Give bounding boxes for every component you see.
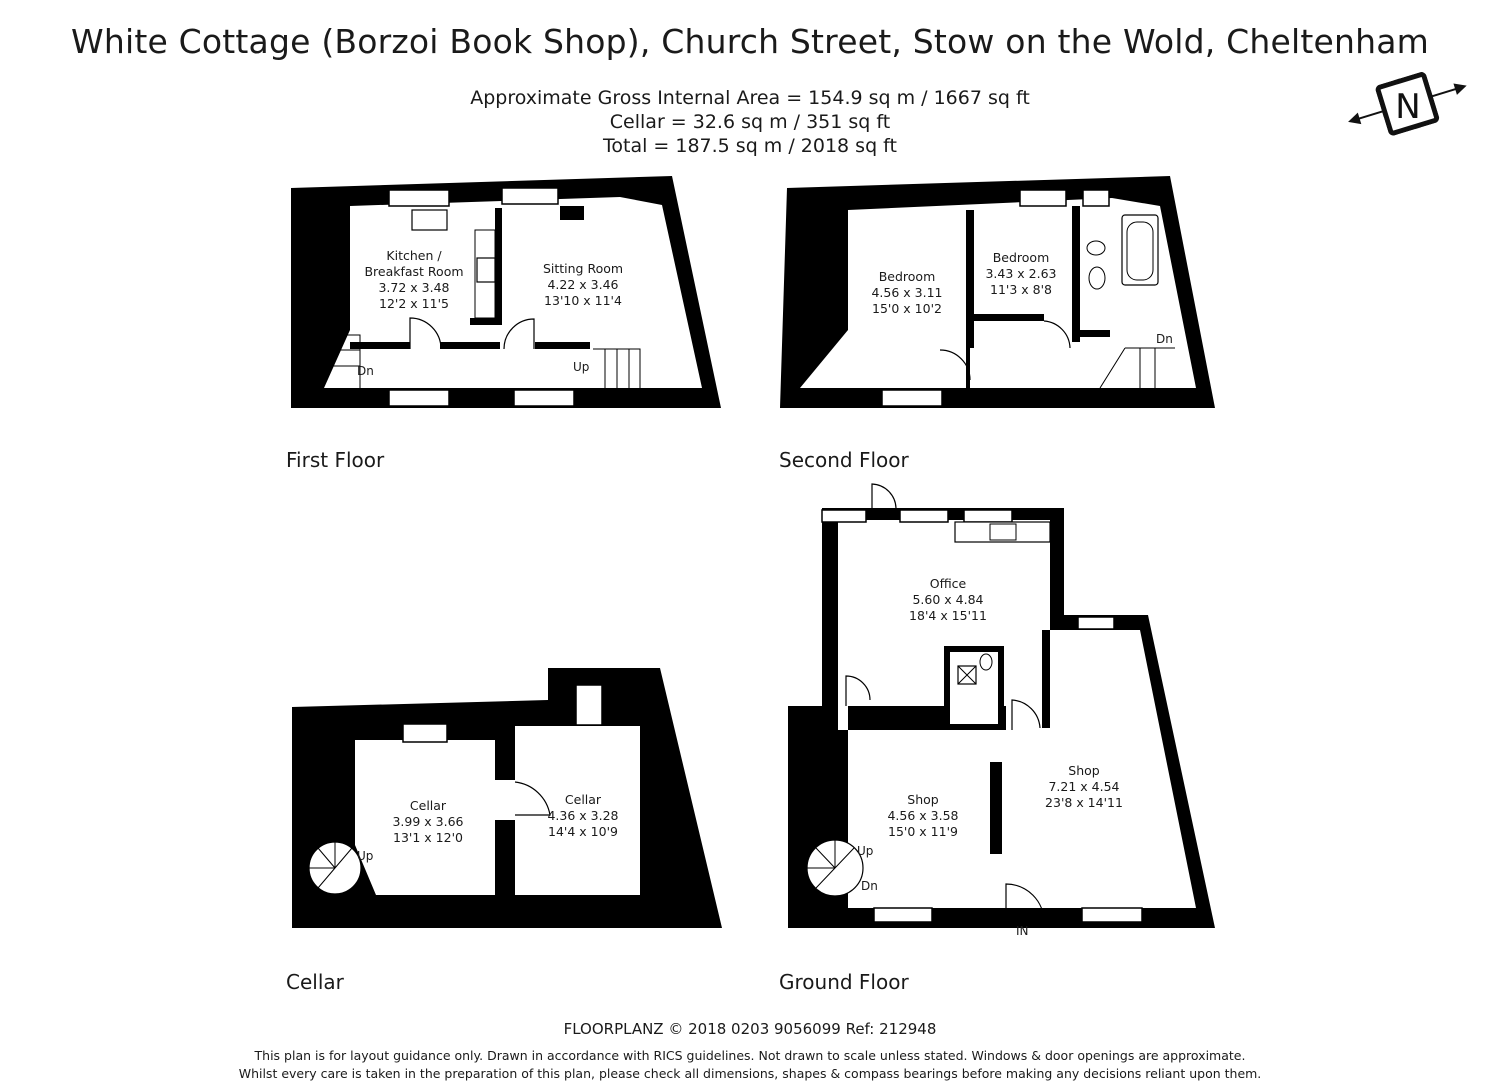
cellar-plan [292, 668, 722, 928]
first-floor-plan [291, 176, 721, 408]
disclaimer-line-2: Whilst every care is taken in the preparation of this plan, please check all dimensions, shapes & compass bearings before making any decisions reliant upon them. [238, 1066, 1262, 1081]
room-name: Breakfast Room [364, 264, 464, 279]
plan-title: White Cottage (Borzoi Book Shop), Church Street, Stow on the Wold, Cheltenham [71, 22, 1429, 61]
room-metric: 4.56 x 3.58 [887, 808, 959, 823]
kitchen-room-label [358, 248, 470, 312]
room-metric: 3.99 x 3.66 [392, 814, 464, 829]
shop-2-label [1034, 763, 1134, 811]
compass-letter: N [1395, 87, 1421, 127]
disclaimer-line-1: This plan is for layout guidance only. Drawn in accordance with RICS guidelines. Not drawn to scale unless stated. Windows & door openings are approximate. [254, 1048, 1246, 1063]
room-metric: 3.43 x 2.63 [985, 266, 1057, 281]
room-name: Kitchen / [386, 248, 442, 263]
second-floor-label: Second Floor [779, 448, 909, 472]
cellar-area: Cellar = 32.6 sq m / 351 sq ft [609, 111, 891, 133]
disclaimer [0, 1047, 1500, 1083]
sitting-room-label [528, 261, 638, 309]
room-imperial: 12'2 x 11'5 [379, 296, 449, 311]
room-imperial: 15'0 x 10'2 [872, 301, 942, 316]
stairs-up-label: Up [573, 360, 590, 374]
room-name: Bedroom [992, 250, 1050, 265]
ground-floor-plan [788, 484, 1215, 928]
gross-area: Approximate Gross Internal Area = 154.9 sq m / 1667 sq ft [470, 87, 1030, 109]
ground-floor-label: Ground Floor [779, 970, 909, 994]
room-metric: 4.56 x 3.11 [871, 285, 943, 300]
room-imperial: 15'0 x 11'9 [888, 824, 958, 839]
room-imperial: 23'8 x 14'11 [1045, 795, 1123, 810]
shop-1-label [873, 792, 973, 840]
room-name: Cellar [409, 798, 447, 813]
first-floor-label: First Floor [286, 448, 385, 472]
room-imperial: 13'1 x 12'0 [393, 830, 463, 845]
room-name: Office [929, 576, 967, 591]
room-imperial: 18'4 x 15'11 [909, 608, 987, 623]
cellar-label: Cellar [286, 970, 344, 994]
room-name: Shop [1068, 763, 1100, 778]
entrance-label: IN [1016, 924, 1029, 938]
room-imperial: 11'3 x 8'8 [990, 282, 1052, 297]
cellar-2-label [533, 792, 633, 840]
room-name: Cellar [564, 792, 602, 807]
bedroom-2-label [976, 250, 1066, 298]
room-name: Sitting Room [542, 261, 624, 276]
room-imperial: 13'10 x 11'4 [544, 293, 622, 308]
stairs-down-label: Dn [1156, 332, 1173, 346]
cellar-1-label [378, 798, 478, 846]
stairs-down-label: Dn [861, 879, 878, 893]
room-metric: 3.72 x 3.48 [378, 280, 450, 295]
room-metric: 4.36 x 3.28 [547, 808, 619, 823]
stairs-up-label: Up [857, 844, 874, 858]
total-area: Total = 187.5 sq m / 2018 sq ft [603, 135, 897, 157]
room-metric: 7.21 x 4.54 [1048, 779, 1120, 794]
stairs-down-label: Dn [357, 364, 374, 378]
room-name: Bedroom [878, 269, 936, 284]
credit-line: FLOORPLANZ © 2018 0203 9056099 Ref: 212948 [563, 1020, 937, 1038]
bedroom-1-label [857, 269, 957, 317]
room-metric: 5.60 x 4.84 [912, 592, 984, 607]
room-name: Shop [907, 792, 939, 807]
office-label [898, 576, 998, 624]
room-metric: 4.22 x 3.46 [547, 277, 619, 292]
stairs-up-label: Up [357, 849, 374, 863]
room-imperial: 14'4 x 10'9 [548, 824, 618, 839]
